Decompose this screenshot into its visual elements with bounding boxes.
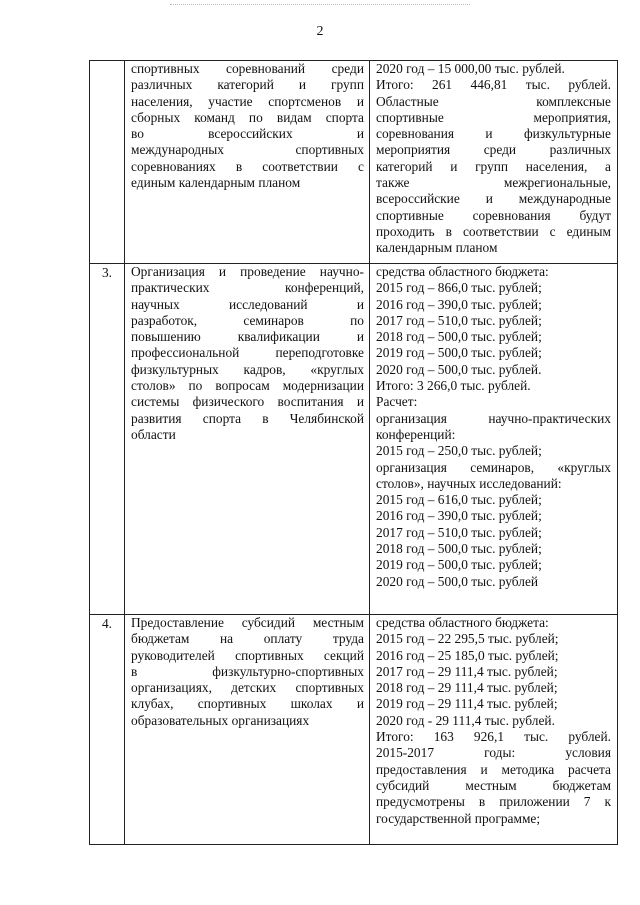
activity-description	[125, 264, 370, 615]
activity-description	[125, 61, 370, 264]
description-line: научных исследований и	[131, 296, 364, 312]
funding-line: 2019 год – 29 111,4 тыс. рублей;	[376, 696, 558, 712]
funding-line: календарным планом	[376, 240, 498, 256]
description-line: спортивных соревнований среди	[131, 61, 364, 76]
table-body	[90, 61, 618, 845]
funding-line: 2017 год – 510,0 тыс. рублей;	[376, 312, 542, 328]
description-line: руководителей спортивных секций	[131, 647, 364, 663]
description-line: практических конференций,	[131, 280, 364, 296]
funding-line: 2017 год – 510,0 тыс. рублей;	[376, 524, 542, 540]
funding-line: спортивные мероприятия,	[376, 109, 611, 125]
funding-line: категорий и групп населения, а	[376, 158, 611, 174]
table-row	[90, 61, 618, 264]
funding-line: Итого: 261 446,81 тыс. рублей.	[376, 77, 611, 93]
funding-line: предусмотрены в приложении 7 к	[376, 794, 611, 810]
description-line: во всероссийских и	[131, 126, 364, 142]
funding-line: 2020 год - 29 111,4 тыс. рублей.	[376, 712, 555, 728]
description-line: системы физического воспитания и	[131, 394, 364, 410]
description-line: разработок, семинаров по	[131, 312, 364, 328]
funding-line: 2020 год – 500,0 тыс. рублей.	[376, 361, 542, 377]
funding-line: организация семинаров, «круглых	[376, 459, 611, 475]
description-line: Организация и проведение научно-	[131, 264, 364, 279]
description-line: области	[131, 426, 176, 442]
funding-line: соревнования и физкультурные	[376, 126, 611, 142]
funding-line: проходить в соответствии с единым	[376, 223, 611, 239]
description-line: Предоставление субсидий местным	[131, 615, 364, 630]
funding-details	[370, 264, 618, 615]
description-line: единым календарным планом	[131, 175, 301, 191]
description-line: различных категорий и групп	[131, 77, 364, 93]
funding-line: 2015 год – 866,0 тыс. рублей;	[376, 280, 542, 296]
funding-line: 2018 год – 29 111,4 тыс. рублей;	[376, 680, 558, 696]
description-line: в физкультурно-спортивных	[131, 663, 364, 679]
description-line: бюджетам на оплату труда	[131, 631, 364, 647]
funding-line: 2016 год – 390,0 тыс. рублей;	[376, 296, 542, 312]
funding-line: 2019 год – 500,0 тыс. рублей;	[376, 557, 542, 573]
funding-line: 2015 год – 250,0 тыс. рублей;	[376, 443, 542, 459]
funding-line: субсидий местным бюджетам	[376, 777, 611, 793]
funding-line: 2016 год – 25 185,0 тыс. рублей;	[376, 647, 559, 663]
row-number	[90, 61, 125, 264]
funding-line: предоставления и методика расчета	[376, 761, 611, 777]
description-line: физкультурных кадров, «круглых	[131, 361, 364, 377]
funding-line: средства областного бюджета:	[376, 615, 549, 630]
funding-line: конференций:	[376, 426, 456, 442]
description-line: профессиональной переподготовке	[131, 345, 364, 361]
funding-line: также межрегиональные,	[376, 175, 611, 191]
funding-line: средства областного бюджета:	[376, 264, 549, 279]
description-line: развития спорта в Челябинской	[131, 410, 364, 426]
funding-line: Итого: 163 926,1 тыс. рублей.	[376, 729, 611, 745]
description-line: международных спортивных	[131, 142, 364, 158]
description-line: повышению квалификации и	[131, 329, 364, 345]
funding-details	[370, 615, 618, 845]
funding-line: государственной программе;	[376, 810, 541, 826]
row-number: 4.	[90, 615, 125, 845]
funding-line: Расчет:	[376, 394, 418, 410]
description-line: организациях, детских спортивных	[131, 680, 364, 696]
scan-artifact	[170, 4, 470, 7]
row-number: 3.	[90, 264, 125, 615]
funding-line: 2015 год – 616,0 тыс. рублей;	[376, 492, 542, 508]
funding-line: спортивные соревнования будут	[376, 207, 611, 223]
funding-line: 2015-2017 годы: условия	[376, 745, 611, 761]
description-line: столов» по вопросам модернизации	[131, 378, 364, 394]
funding-line: мероприятия среди различных	[376, 142, 611, 158]
funding-line: 2016 год – 390,0 тыс. рублей;	[376, 508, 542, 524]
description-line: клубах, спортивных школах и	[131, 696, 364, 712]
program-table	[89, 60, 618, 845]
funding-line: организация научно-практических	[376, 410, 611, 426]
funding-details	[370, 61, 618, 264]
funding-line: 2019 год – 500,0 тыс. рублей;	[376, 345, 542, 361]
funding-line: столов», научных исследований:	[376, 475, 562, 491]
table-row	[90, 615, 618, 845]
funding-line: 2015 год – 22 295,5 тыс. рублей;	[376, 631, 559, 647]
description-line: соревнованиях в соответствии с	[131, 158, 364, 174]
activity-description	[125, 615, 370, 845]
funding-line: 2017 год – 29 111,4 тыс. рублей;	[376, 663, 558, 679]
funding-line: Областные комплексные	[376, 93, 611, 109]
page-number: 2	[316, 24, 324, 39]
funding-line: 2020 год – 500,0 тыс. рублей	[376, 573, 539, 589]
funding-line: 2020 год – 15 000,00 тыс. рублей.	[376, 61, 565, 76]
description-line: образовательных организациях	[131, 712, 310, 728]
funding-line: 2018 год – 500,0 тыс. рублей;	[376, 329, 542, 345]
table-row	[90, 264, 618, 615]
funding-line: всероссийские и международные	[376, 191, 611, 207]
description-line: населения, участие спортсменов и	[131, 93, 364, 109]
description-line: сборных команд по видам спорта	[131, 109, 364, 125]
funding-line: 2018 год – 500,0 тыс. рублей;	[376, 541, 542, 557]
funding-line: Итого: 3 266,0 тыс. рублей.	[376, 378, 531, 394]
